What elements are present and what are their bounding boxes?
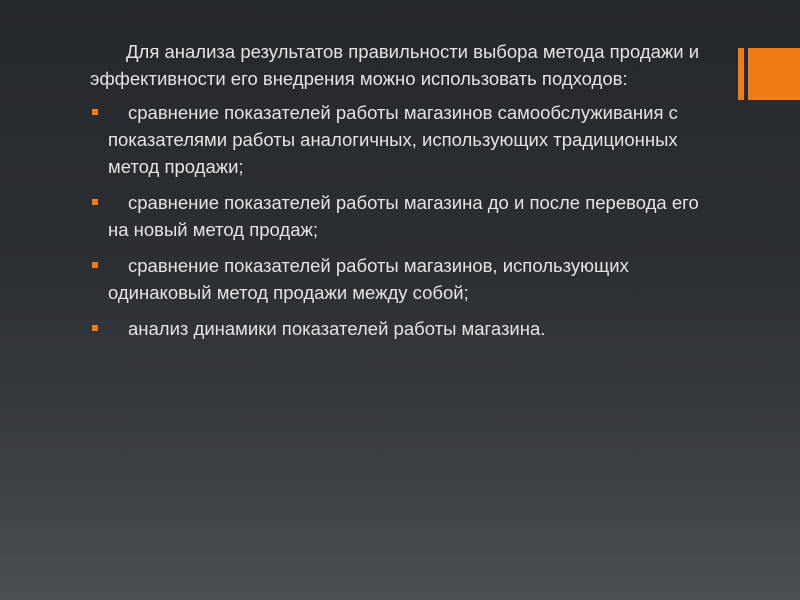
bullet-list — [90, 99, 720, 342]
list-item — [90, 315, 720, 342]
list-item-text: сравнение показателей работы магазина до и после перевода его на новый метод продаж; — [108, 192, 699, 240]
accent-bar-thick — [748, 48, 800, 100]
bullet-square-icon — [92, 109, 98, 115]
bullet-square-icon — [92, 262, 98, 268]
list-item — [90, 99, 720, 180]
list-item-text: сравнение показателей работы магазинов самообслуживания с показателями работы аналогичных, использующих традиционных метод продажи; — [108, 102, 678, 177]
intro-paragraph: Для анализа результатов правильности выбора метода продажи и эффективности его внедрения можно использовать подходов: — [90, 41, 700, 89]
slide-body — [90, 38, 720, 351]
list-item — [90, 252, 720, 306]
list-item-text: сравнение показателей работы магазинов, использующих одинаковый метод продажи между собой; — [108, 255, 629, 303]
bullet-square-icon — [92, 325, 98, 331]
list-item-text: анализ динамики показателей работы магазина. — [128, 318, 546, 339]
bullet-square-icon — [92, 199, 98, 205]
accent-bar-thin — [738, 48, 744, 100]
list-item — [90, 189, 720, 243]
accent-decoration — [738, 48, 800, 100]
